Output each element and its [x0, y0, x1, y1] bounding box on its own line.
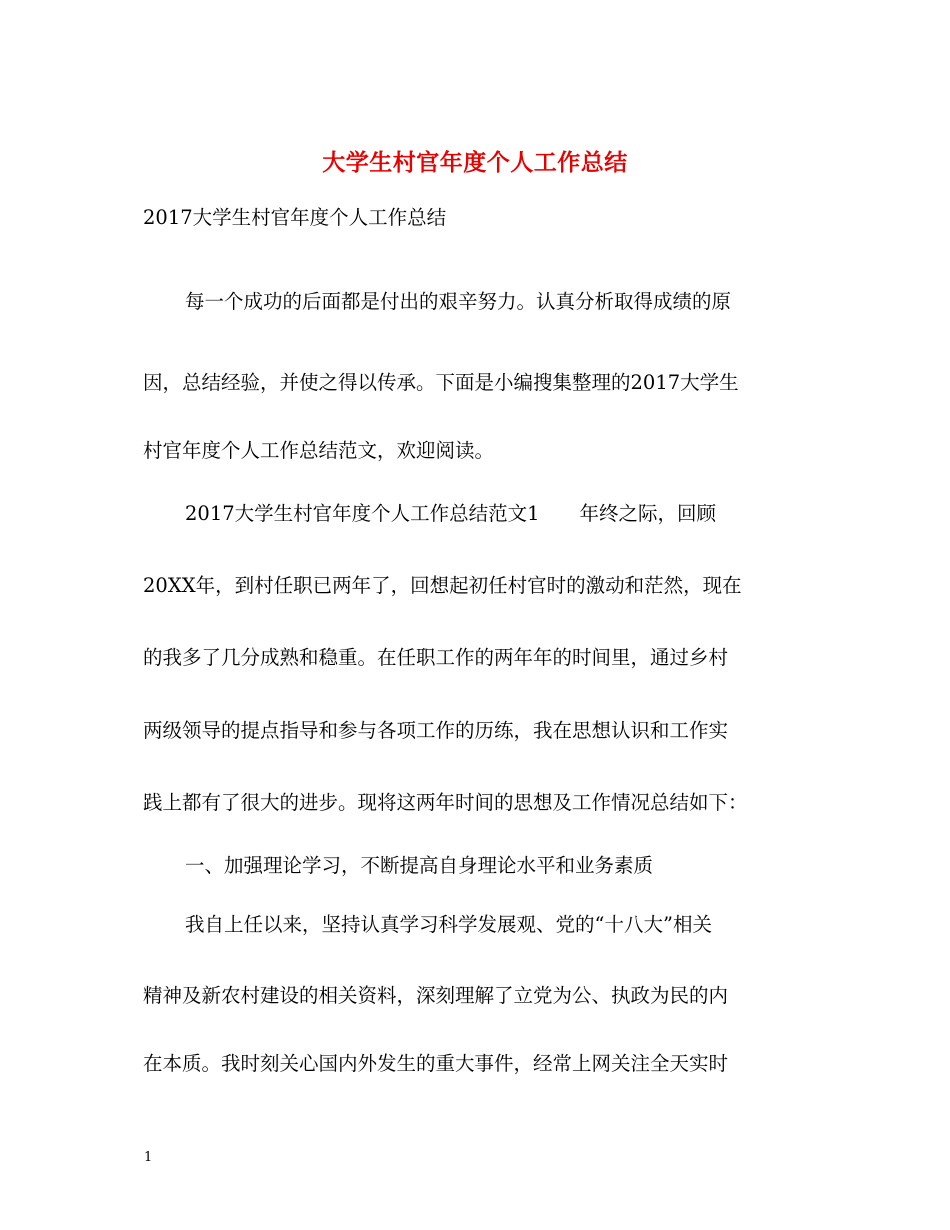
paragraph-line: 因，总结经验，并使之得以传承。下面是小编搜集整理的2017大学生 — [143, 371, 739, 394]
document-title: 大学生村官年度个人工作总结 — [322, 149, 628, 176]
paragraph-line: 践上都有了很大的进步。现将这两年时间的思想及工作情况总结如下： — [143, 791, 748, 814]
paragraph-line: 在本质。我时刻关心国内外发生的重大事件，经常上网关注全天实时 — [143, 1052, 729, 1075]
paragraph-line: 20XX年，到村任职已两年了，回想起初任村官时的激动和茫然，现在 — [143, 574, 742, 597]
paragraph-line: 村官年度个人工作总结范文，欢迎阅读。 — [143, 439, 495, 462]
paragraph-line-combined — [185, 504, 716, 524]
paragraph-line: 两级领导的提点指导和参与各项工作的历练，我在思想认识和工作实 — [143, 719, 729, 742]
page-number: 1 — [144, 1150, 153, 1165]
section-heading: 一、加强理论学习，不断提高自身理论水平和业务素质 — [185, 854, 654, 877]
paragraph-line: 的我多了几分成熟和稳重。在任职工作的两年年的时间里，通过乡村 — [143, 646, 729, 669]
paragraph-line: 精神及新农村建设的相关资料，深刻理解了立党为公、执政为民的内 — [143, 984, 729, 1007]
section-heading: 2017大学生村官年度个人工作总结范文1 — [185, 502, 540, 525]
paragraph-text: 年终之际，回顾 — [579, 502, 717, 525]
subtitle-line: 2017大学生村官年度个人工作总结 — [143, 206, 447, 229]
paragraph-line: 我自上任以来，坚持认真学习科学发展观、党的“十八大”相关 — [185, 913, 712, 936]
paragraph-line: 每一个成功的后面都是付出的艰辛努力。认真分析取得成绩的原 — [185, 290, 732, 313]
